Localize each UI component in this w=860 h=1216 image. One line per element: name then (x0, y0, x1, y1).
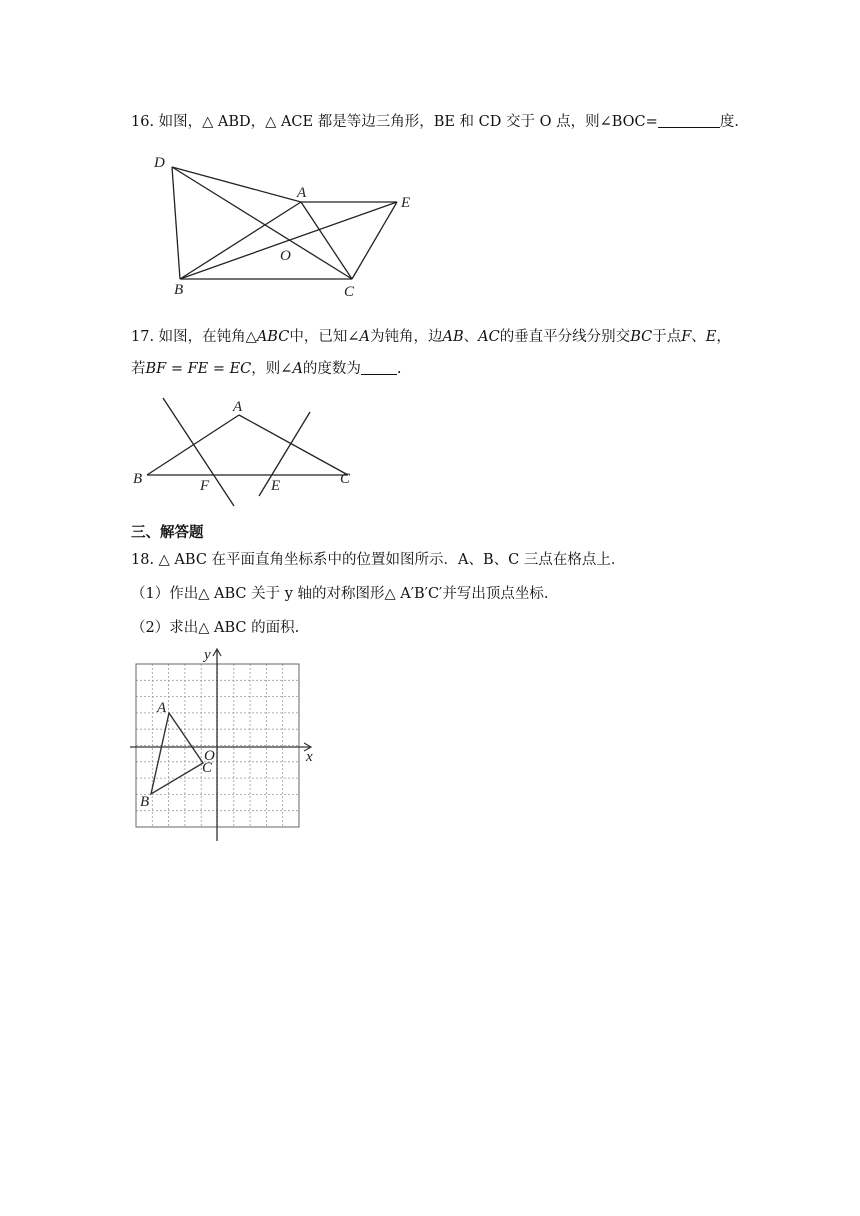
q17-line-AC (239, 415, 348, 475)
q16-line-AC (301, 202, 352, 279)
q16-label-E: E (401, 195, 411, 211)
q17-math-equation: BF = FE = EC (145, 361, 252, 377)
q18-label-O: O (204, 748, 215, 764)
q17-label-B: B (133, 471, 143, 487)
q17-bisector-AC (259, 412, 310, 496)
q18-stem: △ ABC 在平面直角坐标系中的位置如图所示．A、B、C 三点在格点上． (158, 552, 626, 568)
q17-text-o: ， (716, 329, 731, 345)
q17-label-F: F (200, 478, 210, 494)
q16-answer-blank[interactable] (658, 113, 720, 128)
q16-text (131, 112, 739, 132)
q17-math-E: E (705, 329, 717, 345)
q17-text-e: 为钝角，边 (369, 329, 443, 345)
q17-text-i: 的垂直平分线分别交 (499, 329, 631, 345)
q17-text-a: 如图，在钝角△ (158, 329, 257, 345)
q18-number: 18. (131, 552, 155, 568)
q17-text-c: 中，已知∠ (289, 329, 360, 345)
q17-text-2f: . (396, 361, 402, 377)
q17-bisector-AB (163, 398, 234, 506)
q17-label-C: C (340, 471, 351, 487)
q16-label-B: B (174, 282, 184, 298)
q18-part2: （2）求出△ ABC 的面积. (131, 620, 300, 636)
q18-text (131, 550, 625, 570)
q16-suffix: 度. (719, 114, 739, 130)
q17-line-BA (147, 415, 239, 475)
q16-line-DC (172, 167, 352, 279)
q17-math-AB: AB (442, 329, 464, 345)
q16-label-C: C (344, 284, 355, 300)
q18-part1: （1）作出△ ABC 关于 y 轴的对称图形△ A′B′C′并写出顶点坐标. (131, 586, 549, 602)
q17-number: 17. (131, 329, 155, 345)
q17-answer-blank[interactable] (361, 360, 397, 375)
q18-label-A: A (157, 700, 167, 716)
q16-line-CE (352, 202, 397, 279)
q16-line-DB (172, 167, 180, 279)
q17-math-AC: AC (478, 329, 500, 345)
q16-label-O: O (280, 248, 291, 264)
q17-text-m: 、 (691, 329, 706, 345)
q17-label-E: E (271, 478, 281, 494)
q17-label-A: A (233, 399, 243, 415)
q17-text-2c: ，则∠ (251, 361, 293, 377)
q16-figure (150, 150, 430, 300)
q16-number: 16. (131, 114, 155, 130)
q17-math-ABC: ABC (256, 329, 290, 345)
q16-label-D: D (154, 155, 165, 171)
q18-label-B: B (140, 794, 150, 810)
q17-text-k: 于点 (652, 329, 682, 345)
q16-line-DA (172, 167, 301, 202)
q17-math-F: F (681, 329, 692, 345)
q17-text-line1 (131, 327, 731, 347)
q17-figure (130, 392, 370, 502)
q16-stem: 如图，△ ABD，△ ACE 都是等边三角形，BE 和 CD 交于 O 点，则∠BOC= (158, 114, 658, 130)
q17-math-BC: BC (630, 329, 653, 345)
q17-text-line2 (131, 359, 402, 379)
section-heading: 三、解答题 (131, 525, 204, 541)
q17-text-2e: 的度数为 (302, 361, 361, 377)
q17-math-A: A (359, 329, 370, 345)
q16-label-A: A (297, 185, 307, 201)
q17-math-A2: A (292, 361, 303, 377)
q17-text-2a: 若 (131, 361, 146, 377)
q16-line-BA (180, 202, 301, 279)
q18-label-x: x (306, 749, 313, 765)
q16-line-BE (180, 202, 397, 279)
q18-triangle-ABC (151, 713, 203, 794)
q18-label-y: y (204, 647, 211, 663)
q18-label-C: C (202, 760, 213, 776)
q18-coordinate-grid (128, 646, 328, 844)
q17-text-g: 、 (463, 329, 479, 345)
